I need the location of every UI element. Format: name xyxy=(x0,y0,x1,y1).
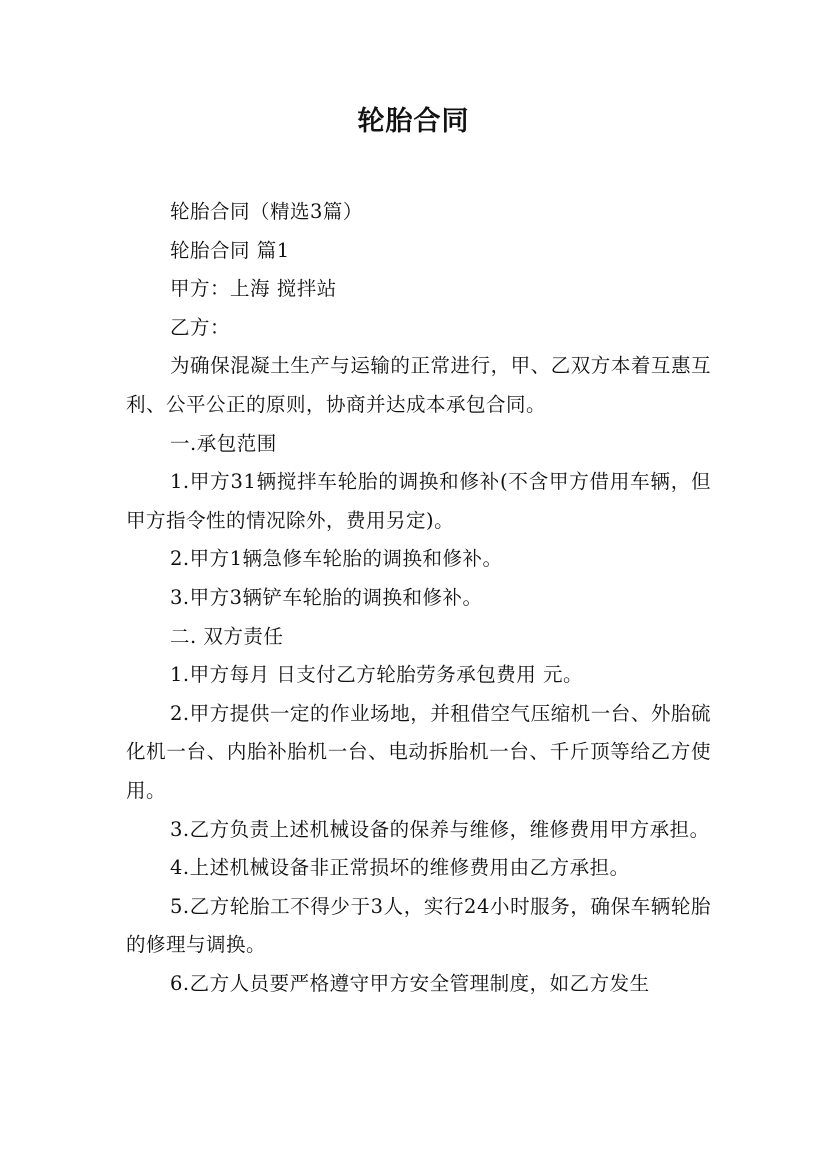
paragraph-party-b: 乙方： xyxy=(170,315,231,339)
paragraph-scope-heading: 一.承包范围 xyxy=(170,431,277,455)
paragraph-duties-heading: 二. 双方责任 xyxy=(170,624,284,648)
paragraph-preamble: 为确保混凝土生产与运输的正常进行，甲、乙双方本着互惠互利、公平公正的原则，协商并达成本承包合同。 xyxy=(126,354,711,416)
paragraph-duty-1: 1.甲方每月 日支付乙方轮胎劳务承包费用 元。 xyxy=(170,663,584,687)
paragraph-duty-6: 6.乙方人员要严格遵守甲方安全管理制度，如乙方发生 xyxy=(170,971,650,995)
paragraph-duty-2: 2.甲方提供一定的作业场地，并租借空气压缩机一台、外胎硫化机一台、内胎补胎机一台、电动拆胎机一台、千斤顶等给乙方使用。 xyxy=(126,701,711,802)
document-body xyxy=(126,193,711,1003)
paragraph-duty-3: 3.乙方负责上述机械设备的保养与维修，维修费用甲方承担。 xyxy=(170,817,710,841)
paragraph-duty-4: 4.上述机械设备非正常损坏的维修费用由乙方承担。 xyxy=(170,856,630,880)
document-title: 轮胎合同 xyxy=(357,106,470,137)
paragraph-subtitle: 轮胎合同（精选3篇） xyxy=(170,200,363,223)
paragraph-section-heading: 轮胎合同 篇1 xyxy=(170,238,290,262)
paragraph-scope-item-1: 1.甲方31辆搅拌车轮胎的调换和修补(不含甲方借用车辆，但甲方指令性的情况除外，费用另定)。 xyxy=(126,470,711,532)
paragraph-scope-item-2: 2.甲方1辆急修车轮胎的调换和修补。 xyxy=(170,547,503,571)
paragraph-party-a: 甲方：上海 搅拌站 xyxy=(170,277,337,301)
paragraph-scope-item-3: 3.甲方3辆铲车轮胎的调换和修补。 xyxy=(170,585,483,609)
paragraph-duty-5: 5.乙方轮胎工不得少于3人，实行24小时服务，确保车辆轮胎的修理与调换。 xyxy=(126,894,711,957)
